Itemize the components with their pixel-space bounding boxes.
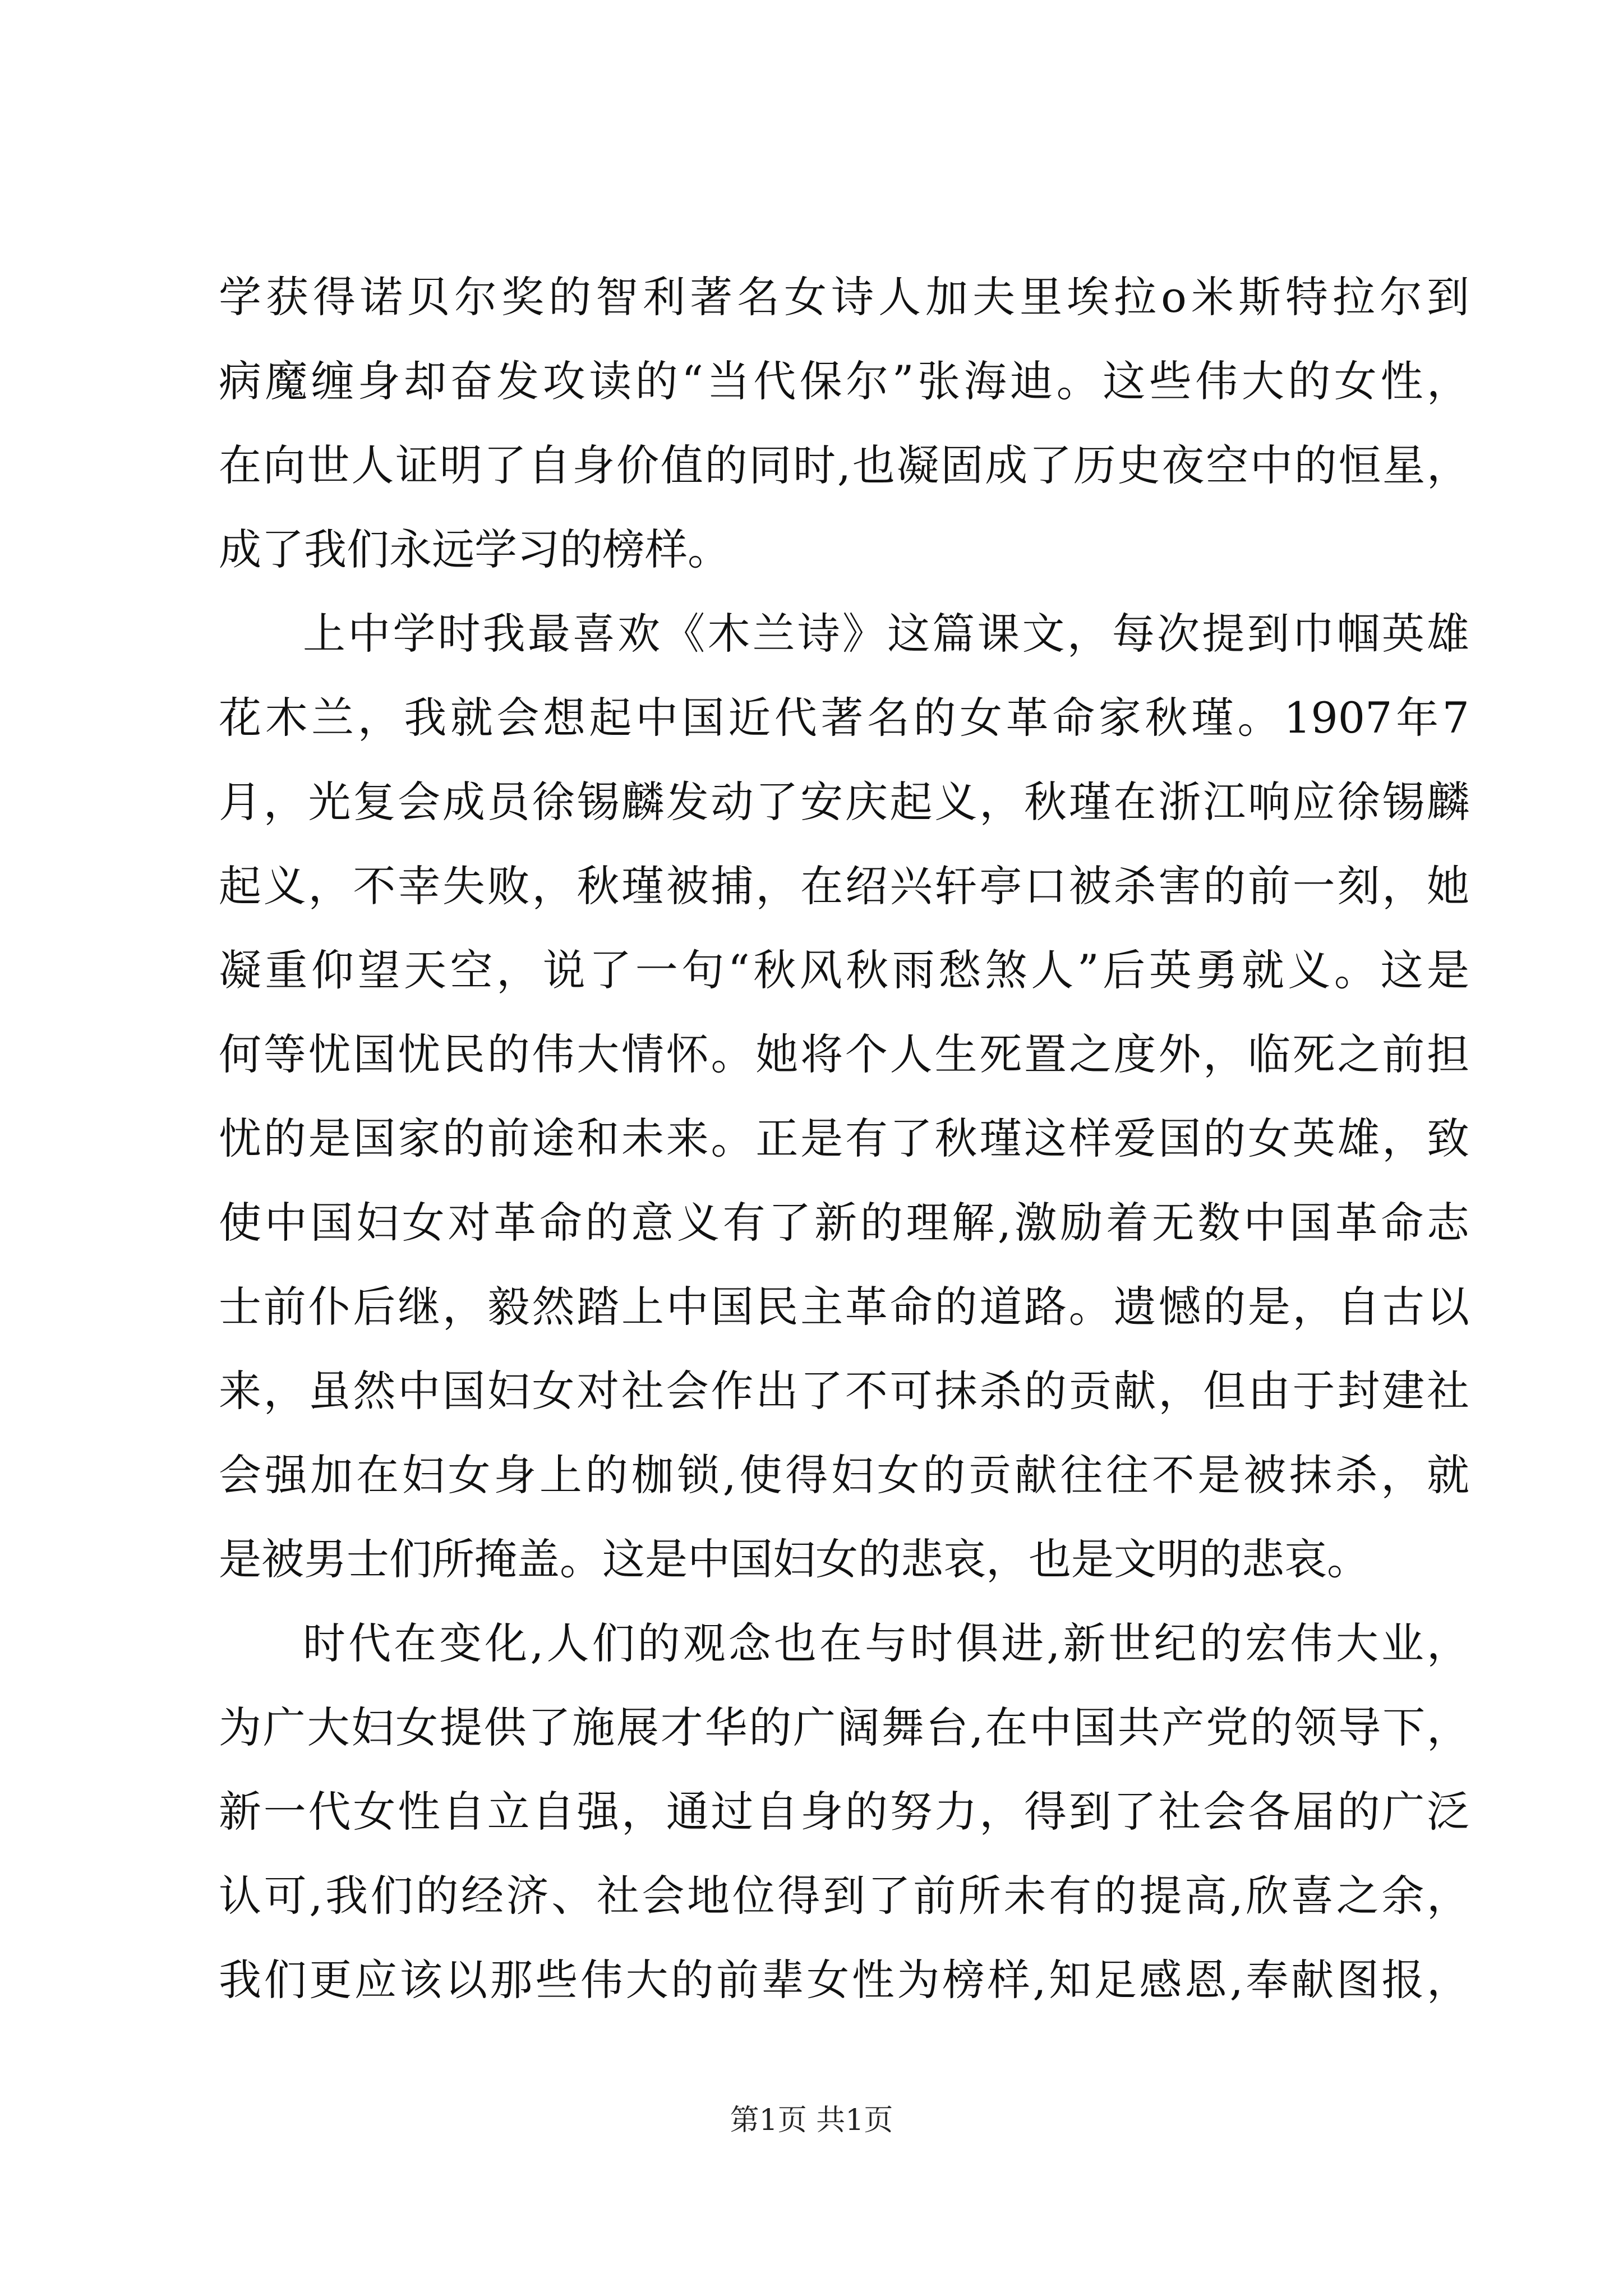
text-line-12: 使中国妇女对革命的意义有了新的理解,激励着无数中国革命志 bbox=[219, 1198, 1469, 1248]
text-line-16: 是被男士们所掩盖。这是中国妇女的悲哀，也是文明的悲哀。 bbox=[219, 1534, 1370, 1584]
text-line-2: 病魔缠身却奋发攻读的“当代保尔”张海迪。这些伟大的女性， bbox=[219, 356, 1469, 406]
text-line-20: 认可,我们的经济、社会地位得到了前所未有的提高,欣喜之余， bbox=[219, 1871, 1469, 1921]
text-line-19: 新一代女性自立自强，通过自身的努力，得到了社会各届的广泛 bbox=[219, 1787, 1469, 1837]
text-line-17: 时代在变化,人们的观念也在与时俱进,新世纪的宏伟大业， bbox=[303, 1618, 1469, 1668]
text-line-4: 成了我们永远学习的榜样。 bbox=[219, 524, 730, 574]
text-line-21: 我们更应该以那些伟大的前辈女性为榜样,知足感恩,奉献图报， bbox=[219, 1955, 1469, 2005]
text-line-1: 学获得诺贝尔奖的智利著名女诗人加夫里埃拉o米斯特拉尔到 bbox=[219, 272, 1469, 322]
text-line-8: 起义，不幸失败，秋瑾被捕，在绍兴轩亭口被杀害的前一刻，她 bbox=[219, 861, 1469, 911]
text-line-13: 士前仆后继，毅然踏上中国民主革命的道路。遗憾的是，自古以 bbox=[219, 1282, 1469, 1332]
text-line-9: 凝重仰望天空，说了一句“秋风秋雨愁煞人”后英勇就义。这是 bbox=[219, 945, 1469, 995]
text-line-15: 会强加在妇女身上的枷锁,使得妇女的贡献往往不是被抹杀，就 bbox=[219, 1450, 1469, 1500]
text-line-10: 何等忧国忧民的伟大情怀。她将个人生死置之度外，临死之前担 bbox=[219, 1029, 1469, 1079]
text-line-11: 忧的是国家的前途和未来。正是有了秋瑾这样爱国的女英雄，致 bbox=[219, 1114, 1469, 1163]
text-line-14: 来，虽然中国妇女对社会作出了不可抹杀的贡献，但由于封建社 bbox=[219, 1366, 1469, 1416]
text-line-5: 上中学时我最喜欢《木兰诗》这篇课文，每次提到巾帼英雄 bbox=[303, 609, 1469, 659]
text-line-3: 在向世人证明了自身价值的同时,也凝固成了历史夜空中的恒星， bbox=[219, 440, 1469, 490]
text-line-7: 月，光复会成员徐锡麟发动了安庆起义，秋瑾在浙江响应徐锡麟 bbox=[219, 777, 1469, 827]
text-line-6: 花木兰，我就会想起中国近代著名的女革命家秋瑾。1907年7 bbox=[219, 693, 1469, 743]
page-footer: 第1页 共1页 bbox=[730, 2104, 893, 2137]
text-line-18: 为广大妇女提供了施展才华的广阔舞台,在中国共产党的领导下， bbox=[219, 1703, 1469, 1752]
